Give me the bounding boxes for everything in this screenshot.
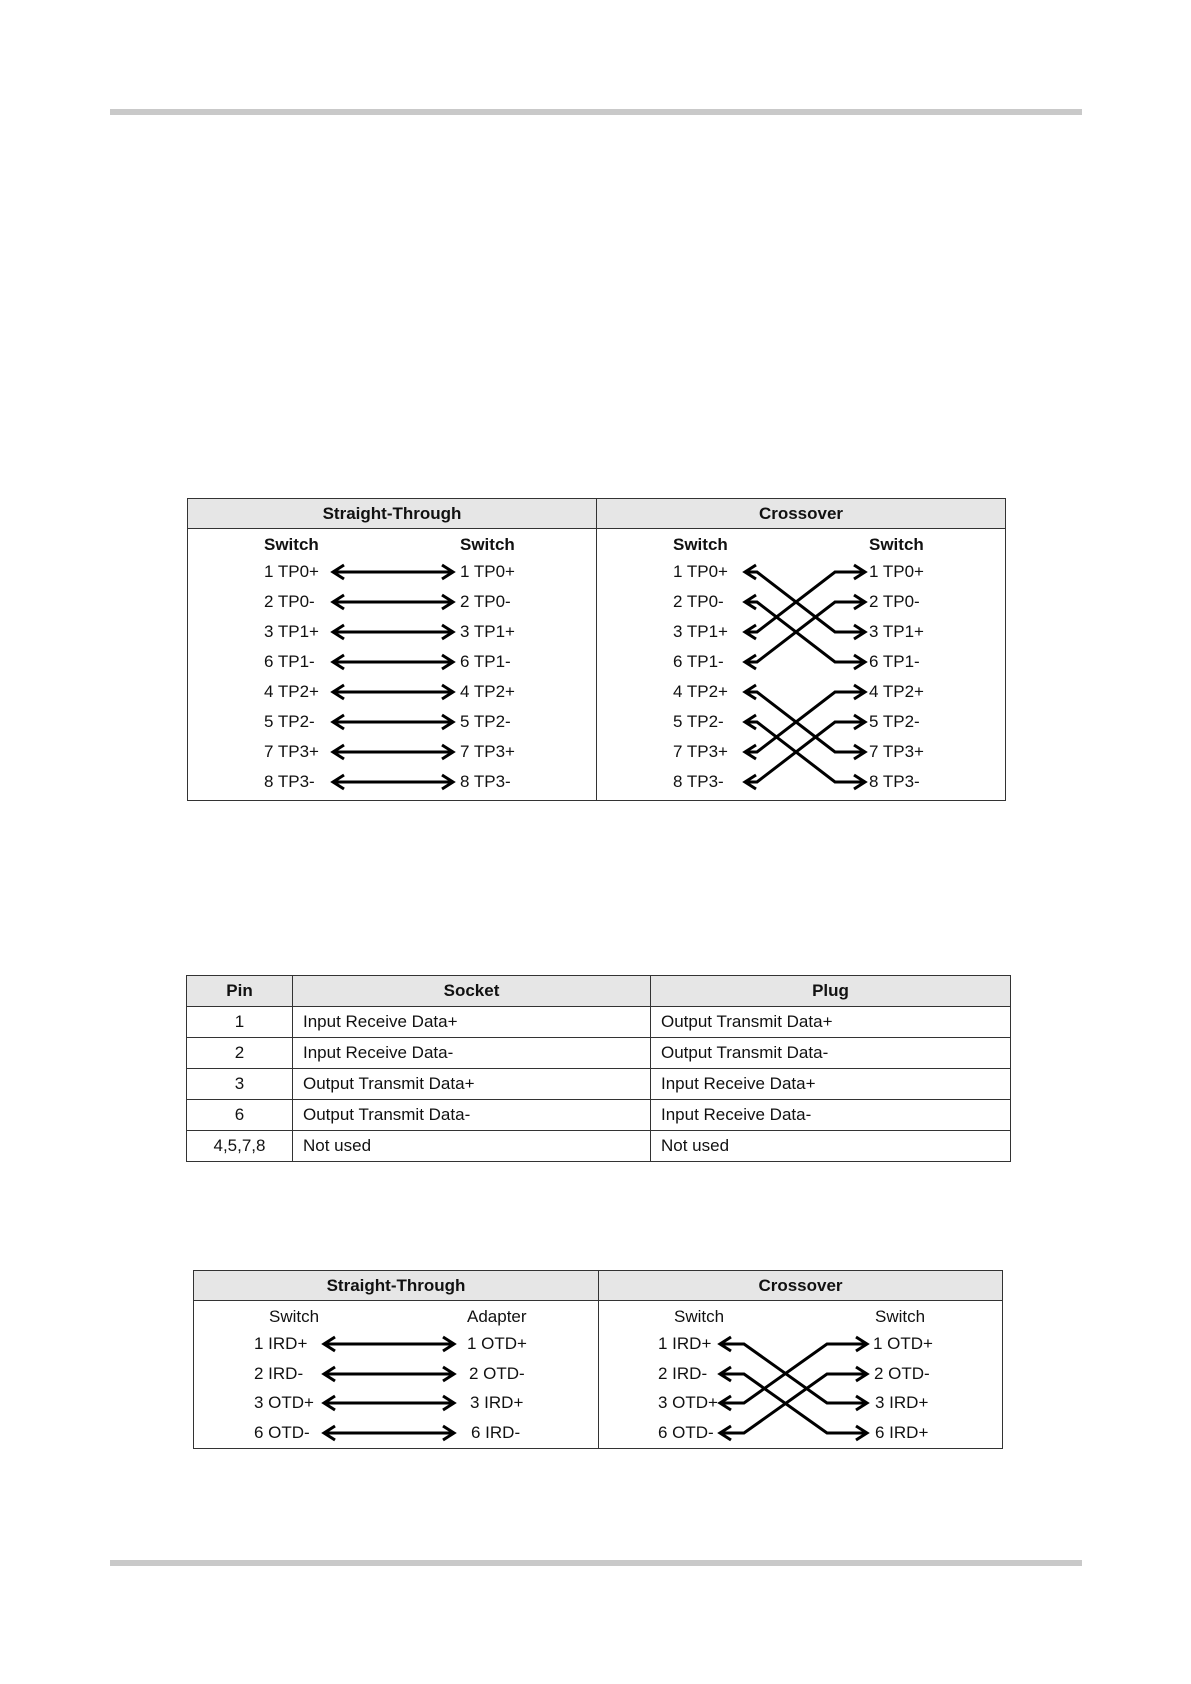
left-label: 6 OTD- bbox=[658, 1423, 714, 1442]
left-label: 7 TP3+ bbox=[264, 742, 319, 761]
left-label: 8 TP3- bbox=[264, 772, 315, 791]
right-label: 1 OTD+ bbox=[467, 1334, 527, 1353]
straight-through-panel bbox=[194, 1301, 599, 1449]
double-arrow bbox=[324, 1367, 454, 1381]
header-rule bbox=[110, 109, 1082, 115]
right-label: 5 TP2- bbox=[869, 712, 920, 731]
straight-through-panel bbox=[188, 529, 597, 801]
table-row bbox=[187, 1100, 1011, 1131]
left-label: 2 IRD- bbox=[254, 1364, 304, 1383]
right-label: 6 IRD- bbox=[471, 1423, 521, 1442]
left-label: 8 TP3- bbox=[673, 772, 724, 791]
table-row bbox=[187, 1007, 1011, 1038]
socket-cell: Not used bbox=[293, 1131, 651, 1162]
left-label: 6 OTD- bbox=[254, 1423, 310, 1442]
right-label: 6 TP1- bbox=[460, 652, 511, 671]
crossover-title: Crossover bbox=[597, 499, 1006, 529]
socket-cell: Input Receive Data- bbox=[293, 1038, 651, 1069]
left-label: 4 TP2+ bbox=[673, 682, 728, 701]
double-arrow bbox=[333, 775, 453, 789]
crossover-panel bbox=[597, 529, 1006, 801]
left-label: 6 TP1- bbox=[673, 652, 724, 671]
double-arrow bbox=[333, 655, 453, 669]
pin-cell: 3 bbox=[187, 1069, 293, 1100]
right-header: Switch bbox=[875, 1307, 926, 1326]
left-label: 1 TP0+ bbox=[673, 562, 728, 581]
double-arrow bbox=[324, 1426, 454, 1440]
double-arrow bbox=[324, 1337, 454, 1351]
plug-cell: Not used bbox=[651, 1131, 1011, 1162]
column-header-pin: Pin bbox=[187, 976, 293, 1007]
left-label: 4 TP2+ bbox=[264, 682, 319, 701]
column-header-socket: Socket bbox=[293, 976, 651, 1007]
table-row bbox=[187, 1069, 1011, 1100]
left-label: 5 TP2- bbox=[264, 712, 315, 731]
right-label: 1 TP0+ bbox=[460, 562, 515, 581]
right-label: 2 TP0- bbox=[460, 592, 511, 611]
straight-arrows bbox=[194, 1301, 599, 1449]
pinout-diagram-tp bbox=[187, 498, 1006, 801]
right-label: 2 TP0- bbox=[869, 592, 920, 611]
double-arrow bbox=[324, 1396, 454, 1410]
plug-cell: Input Receive Data- bbox=[651, 1100, 1011, 1131]
right-label: 6 TP1- bbox=[869, 652, 920, 671]
right-label: 1 TP0+ bbox=[869, 562, 924, 581]
right-label: 2 OTD- bbox=[469, 1364, 525, 1383]
double-arrow bbox=[333, 715, 453, 729]
plug-cell: Output Transmit Data- bbox=[651, 1038, 1011, 1069]
double-arrow bbox=[333, 565, 453, 579]
left-label: 3 OTD+ bbox=[658, 1393, 718, 1412]
right-label: 7 TP3+ bbox=[460, 742, 515, 761]
socket-cell: Output Transmit Data- bbox=[293, 1100, 651, 1131]
left-label: 1 IRD+ bbox=[254, 1334, 308, 1353]
table-row bbox=[187, 1038, 1011, 1069]
right-label: 4 TP2+ bbox=[869, 682, 924, 701]
right-label: 3 IRD+ bbox=[470, 1393, 524, 1412]
footer-rule bbox=[110, 1560, 1082, 1566]
crossover-arrows bbox=[597, 529, 1006, 801]
crossover-panel bbox=[599, 1301, 1003, 1449]
table-row bbox=[187, 1131, 1011, 1162]
left-header: Switch bbox=[264, 535, 319, 554]
plug-cell: Input Receive Data+ bbox=[651, 1069, 1011, 1100]
left-header: Switch bbox=[673, 535, 728, 554]
right-label: 3 TP1+ bbox=[460, 622, 515, 641]
crossover-arrows bbox=[599, 1301, 1003, 1449]
left-label: 7 TP3+ bbox=[673, 742, 728, 761]
right-header: Switch bbox=[869, 535, 924, 554]
straight-arrows bbox=[188, 529, 597, 801]
right-label: 8 TP3- bbox=[869, 772, 920, 791]
pin-cell: 2 bbox=[187, 1038, 293, 1069]
crossover-title: Crossover bbox=[599, 1271, 1003, 1301]
right-label: 6 IRD+ bbox=[875, 1423, 929, 1442]
pin-assignment-table bbox=[186, 975, 1011, 1162]
right-label: 5 TP2- bbox=[460, 712, 511, 731]
socket-cell: Output Transmit Data+ bbox=[293, 1069, 651, 1100]
plug-cell: Output Transmit Data+ bbox=[651, 1007, 1011, 1038]
left-label: 2 TP0- bbox=[673, 592, 724, 611]
pin-cell: 6 bbox=[187, 1100, 293, 1131]
double-arrow bbox=[333, 595, 453, 609]
double-arrow bbox=[333, 625, 453, 639]
right-header: Switch bbox=[460, 535, 515, 554]
left-label: 1 TP0+ bbox=[264, 562, 319, 581]
straight-through-title: Straight-Through bbox=[194, 1271, 599, 1301]
left-label: 6 TP1- bbox=[264, 652, 315, 671]
left-label: 2 IRD- bbox=[658, 1364, 708, 1383]
table-header-row bbox=[187, 976, 1011, 1007]
left-label: 3 OTD+ bbox=[254, 1393, 314, 1412]
left-header: Switch bbox=[674, 1307, 725, 1326]
socket-cell: Input Receive Data+ bbox=[293, 1007, 651, 1038]
left-header: Switch bbox=[269, 1307, 320, 1326]
right-label: 1 OTD+ bbox=[873, 1334, 933, 1353]
pin-cell: 1 bbox=[187, 1007, 293, 1038]
left-label: 5 TP2- bbox=[673, 712, 724, 731]
left-label: 3 TP1+ bbox=[673, 622, 728, 641]
double-arrow bbox=[333, 745, 453, 759]
right-label: 7 TP3+ bbox=[869, 742, 924, 761]
column-header-plug: Plug bbox=[651, 976, 1011, 1007]
pin-cell: 4,5,7,8 bbox=[187, 1131, 293, 1162]
straight-through-title: Straight-Through bbox=[188, 499, 597, 529]
pinout-diagram-ird bbox=[193, 1270, 1003, 1449]
right-label: 8 TP3- bbox=[460, 772, 511, 791]
right-header: Adapter bbox=[467, 1307, 527, 1326]
right-label: 2 OTD- bbox=[874, 1364, 930, 1383]
left-label: 3 TP1+ bbox=[264, 622, 319, 641]
right-label: 3 TP1+ bbox=[869, 622, 924, 641]
right-label: 4 TP2+ bbox=[460, 682, 515, 701]
left-label: 2 TP0- bbox=[264, 592, 315, 611]
right-label: 3 IRD+ bbox=[875, 1393, 929, 1412]
double-arrow bbox=[333, 685, 453, 699]
left-label: 1 IRD+ bbox=[658, 1334, 712, 1353]
